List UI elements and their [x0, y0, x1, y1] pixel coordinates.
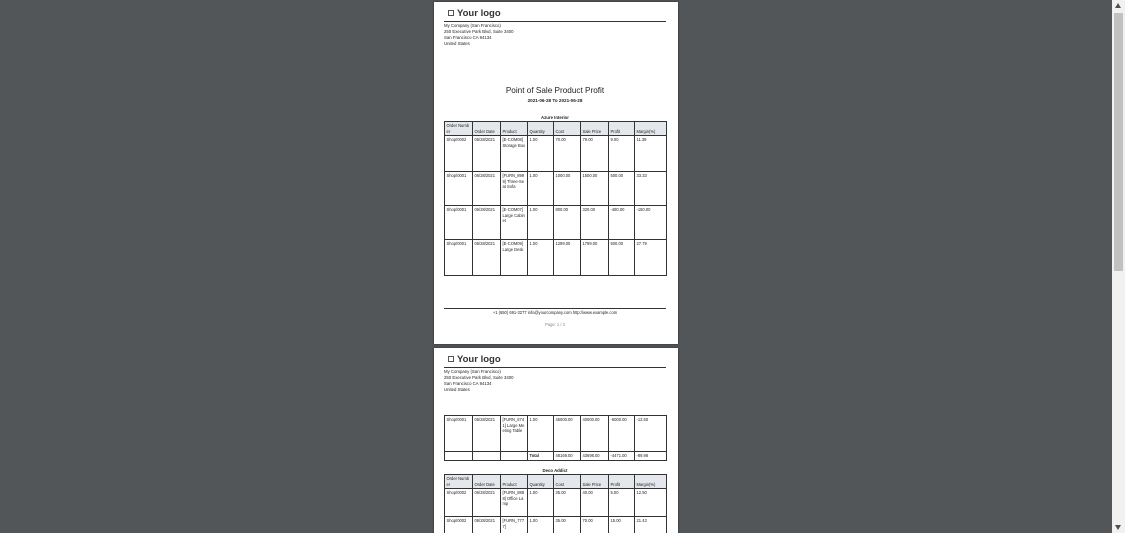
address-line: San Francisco CA 94134	[444, 35, 492, 40]
table-row	[445, 172, 667, 206]
table-row	[445, 416, 667, 452]
table-cell: 45000.00	[554, 416, 581, 452]
total-sale-price: 43698.00	[581, 452, 609, 461]
table-cell: -150.00	[635, 206, 667, 240]
table-cell	[501, 452, 528, 461]
report-page-1	[434, 2, 678, 344]
table-cell: 70.00	[554, 136, 581, 172]
address-line: San Francisco CA 94134	[444, 381, 492, 386]
table-cell: Shop/0001	[445, 206, 473, 240]
table-cell: 40000.00	[581, 416, 609, 452]
total-label: Total	[528, 452, 554, 461]
table-cell: 12.50	[635, 489, 667, 517]
table-cell: 1.00	[528, 136, 554, 172]
footer-contact: +1 (650) 691-3277 info@yourcompany.com http://www.example.com	[492, 310, 618, 315]
table-cell: 1500.00	[581, 172, 609, 206]
table-cell: Shop/0001	[445, 240, 473, 276]
scrollbar-thumb[interactable]	[1114, 13, 1123, 271]
company-logo	[448, 8, 501, 19]
table-cell: 21.43	[635, 517, 667, 533]
table-row	[445, 136, 667, 172]
profit-table-continued	[444, 415, 667, 461]
table-cell: [FURN_8888] Office Lamp	[501, 489, 528, 517]
total-cost: 48169.00	[554, 452, 581, 461]
total-margin: -89.98	[635, 452, 667, 461]
column-header: Product	[501, 122, 528, 136]
report-date-range: 2021-06-28 To 2021-06-28	[527, 98, 583, 103]
column-header: Sale Price	[581, 122, 609, 136]
column-header: Product	[501, 475, 528, 489]
table-cell: 1.00	[528, 206, 554, 240]
table-cell: [E-COM09] Large Desk	[501, 240, 528, 276]
table-cell: 500.00	[609, 240, 635, 276]
table-cell: 35.00	[554, 517, 581, 533]
column-header: Order Date	[473, 475, 501, 489]
table-cell	[445, 452, 473, 461]
column-header: Margin(%)	[635, 122, 667, 136]
report-page-2	[434, 348, 678, 533]
vertical-scrollbar[interactable]	[1112, 0, 1125, 533]
table-cell: 06/28/2021	[473, 172, 501, 206]
table-cell	[473, 452, 501, 461]
table-cell: 06/28/2021	[473, 206, 501, 240]
table-cell: [FURN_6741] Large Meeting Table	[501, 416, 528, 452]
table-cell: 1799.00	[581, 240, 609, 276]
table-row	[445, 206, 667, 240]
table-cell: 500.00	[609, 172, 635, 206]
table-cell: 1.00	[528, 489, 554, 517]
table-cell: 35.00	[554, 489, 581, 517]
table-cell: [E-COM07] Large Cabinet	[501, 206, 528, 240]
page-number: Page: 1 / 3	[545, 322, 565, 327]
header-divider	[444, 367, 666, 368]
table-cell: Shop/0001	[445, 416, 473, 452]
table-cell: -5000.00	[609, 416, 635, 452]
column-header: Margin(%)	[635, 475, 667, 489]
address-line: My Company (San Francisco)	[444, 23, 501, 28]
total-profit: -4471.00	[609, 452, 635, 461]
column-header: Order Number	[445, 475, 473, 489]
scroll-down-arrow-icon[interactable]	[1115, 525, 1121, 530]
report-title: Point of Sale Product Profit	[505, 86, 605, 95]
table-cell: Shop/0002	[445, 136, 473, 172]
table-cell: 1.00	[528, 416, 554, 452]
address-line: 250 Executive Park Blvd, Suite 3400	[444, 29, 514, 34]
table-cell: [FURN_7777]	[501, 517, 528, 533]
column-header: Cost	[554, 122, 581, 136]
image-icon	[448, 356, 454, 362]
table-cell: 06/28/2021	[473, 416, 501, 452]
table-cell: 9.00	[609, 136, 635, 172]
table-cell: 06/28/2021	[473, 136, 501, 172]
table-cell: 320.00	[581, 206, 609, 240]
column-header: Cost	[554, 475, 581, 489]
table-cell: Shop/0002	[445, 517, 473, 533]
address-line: United States	[444, 41, 470, 46]
table-row	[445, 517, 667, 533]
table-cell: -480.00	[609, 206, 635, 240]
image-icon	[448, 10, 454, 16]
table-header-row	[445, 122, 667, 136]
table-cell: 79.00	[581, 136, 609, 172]
table-cell: Shop/0002	[445, 489, 473, 517]
address-line: My Company (San Francisco)	[444, 369, 501, 374]
column-header: Order Date	[473, 122, 501, 136]
table-cell: 40.00	[581, 489, 609, 517]
table-cell: [E-COM08] Storage Box	[501, 136, 528, 172]
company-logo	[448, 354, 501, 365]
logo-text: Your logo	[457, 8, 501, 19]
column-header: Quantity	[528, 475, 554, 489]
table-cell: 800.00	[554, 206, 581, 240]
table-cell: 1299.00	[554, 240, 581, 276]
group-name: Deco Addict	[542, 468, 568, 473]
table-cell: 1.00	[528, 240, 554, 276]
column-header: Order Number	[445, 122, 473, 136]
group-name: Azure Interior	[541, 115, 569, 120]
table-cell: 70.00	[581, 517, 609, 533]
table-row	[445, 240, 667, 276]
table-cell: 06/28/2021	[473, 240, 501, 276]
column-header: Profit	[609, 475, 635, 489]
company-address	[444, 369, 514, 393]
logo-text: Your logo	[457, 354, 501, 365]
table-cell: 06/28/2021	[473, 489, 501, 517]
column-header: Quantity	[528, 122, 554, 136]
table-header-row	[445, 475, 667, 489]
table-cell: [FURN_8999] Three-Seat Sofa	[501, 172, 528, 206]
table-cell: 06/28/2021	[473, 517, 501, 533]
profit-table	[444, 121, 667, 276]
total-row	[445, 452, 667, 461]
table-cell: 27.79	[635, 240, 667, 276]
profit-table-deco-addict	[444, 474, 667, 533]
table-cell: 5.00	[609, 489, 635, 517]
header-divider	[444, 21, 666, 22]
scroll-up-arrow-icon[interactable]	[1115, 3, 1121, 8]
table-cell: 11.39	[635, 136, 667, 172]
table-cell: Shop/0001	[445, 172, 473, 206]
address-line: United States	[444, 387, 470, 392]
table-cell: 15.00	[609, 517, 635, 533]
table-cell: -12.50	[635, 416, 667, 452]
company-address	[444, 23, 514, 47]
column-header: Sale Price	[581, 475, 609, 489]
column-header: Profit	[609, 122, 635, 136]
footer-divider	[444, 308, 666, 309]
table-cell: 33.33	[635, 172, 667, 206]
table-cell: 1.00	[528, 517, 554, 533]
table-row	[445, 489, 667, 517]
address-line: 250 Executive Park Blvd, Suite 3400	[444, 375, 514, 380]
table-cell: 1000.00	[554, 172, 581, 206]
table-cell: 1.00	[528, 172, 554, 206]
